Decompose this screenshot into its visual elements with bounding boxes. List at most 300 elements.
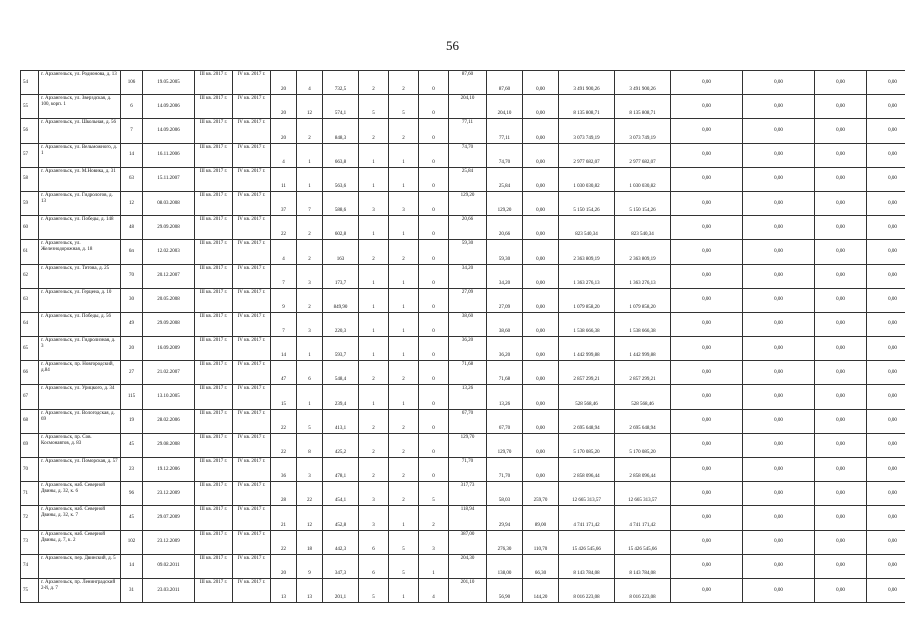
residents-cell: 22 <box>271 433 297 457</box>
rooms-private-cell: 2 <box>389 119 419 143</box>
area-private-cell: 58,03 <box>487 482 523 506</box>
address-cell: г. Архангельск, ул. Зверздская, д. 100, корп. 1 <box>39 95 121 119</box>
cost-extra-cell: 0,00 <box>867 337 905 361</box>
cost-other-cell: 0,00 <box>815 433 867 457</box>
owners-cell: 5 <box>297 409 323 433</box>
cost-fund-cell: 12 665 313,57 <box>615 482 671 506</box>
cost-extra-cell: 0,00 <box>867 409 905 433</box>
area-total-cell: 27,09 <box>449 288 487 312</box>
doc-date-cell: 08.03.2008 <box>143 191 195 215</box>
table-row <box>21 191 905 215</box>
cost-total-cell: 15 426 545,66 <box>559 530 615 554</box>
residents-cell: 37 <box>271 191 297 215</box>
end-quarter-cell: IV кв. 2017 г. <box>233 143 271 167</box>
cost-local-cell: 0,00 <box>743 191 815 215</box>
rooms-private-cell: 1 <box>389 385 419 409</box>
cost-fund-cell: 2 977 682,07 <box>615 143 671 167</box>
table-row <box>21 530 905 554</box>
cost-extra-cell: 0,00 <box>867 482 905 506</box>
rooms-municipal-cell: 0 <box>419 240 449 264</box>
address-cell: г. Архангельск, ул. Школьная, д. 56 <box>39 119 121 143</box>
rooms-total-cell: 1 <box>359 312 389 336</box>
cost-fund-cell: 3 073 749,19 <box>615 119 671 143</box>
rooms-municipal-cell: 0 <box>419 71 449 95</box>
cost-region-cell: 0,00 <box>671 385 743 409</box>
row-number: 75 <box>21 578 39 602</box>
cost-other-cell: 0,00 <box>815 482 867 506</box>
cost-extra-cell: 0,00 <box>867 264 905 288</box>
doc-date-cell: 29.09.2008 <box>143 216 195 240</box>
area-total-cell: 13,26 <box>449 385 487 409</box>
house-area-cell: 425,2 <box>323 433 359 457</box>
doc-date-cell: 20.05.2008 <box>143 288 195 312</box>
cost-total-cell: 2 857 299,21 <box>559 361 615 385</box>
end-quarter-cell: IV кв. 2017 г. <box>233 191 271 215</box>
cost-local-cell: 0,00 <box>743 240 815 264</box>
cost-region-cell: 0,00 <box>671 482 743 506</box>
area-total-cell: 129,20 <box>449 191 487 215</box>
end-quarter-cell: IV кв. 2017 г. <box>233 361 271 385</box>
table-row <box>21 361 905 385</box>
house-area-cell: 239,4 <box>323 385 359 409</box>
cost-region-cell: 0,00 <box>671 506 743 530</box>
cost-other-cell: 0,00 <box>815 530 867 554</box>
area-municipal-cell: 144,20 <box>523 578 559 602</box>
end-quarter-cell: IV кв. 2017 г. <box>233 385 271 409</box>
area-municipal-cell: 66,30 <box>523 554 559 578</box>
cost-local-cell: 0,00 <box>743 264 815 288</box>
area-municipal-cell: 0,00 <box>523 216 559 240</box>
table-row <box>21 385 905 409</box>
address-cell: г. Архангельск, ул. Железнодорожная, д. 18 <box>39 240 121 264</box>
cost-local-cell: 0,00 <box>743 458 815 482</box>
cost-total-cell: 2 363 809,19 <box>559 240 615 264</box>
rooms-municipal-cell: 0 <box>419 385 449 409</box>
cost-region-cell: 0,00 <box>671 337 743 361</box>
area-municipal-cell: 0,00 <box>523 312 559 336</box>
cost-extra-cell: 0,00 <box>867 385 905 409</box>
rooms-municipal-cell: 0 <box>419 312 449 336</box>
rooms-private-cell: 1 <box>389 216 419 240</box>
table-row <box>21 288 905 312</box>
area-private-cell: 77,11 <box>487 119 523 143</box>
cost-region-cell: 0,00 <box>671 433 743 457</box>
rooms-municipal-cell: 0 <box>419 433 449 457</box>
cost-total-cell: 1 442 999,88 <box>559 337 615 361</box>
rooms-total-cell: 6 <box>359 530 389 554</box>
area-municipal-cell: 0,00 <box>523 143 559 167</box>
address-cell: г. Архангельск, наб. Северной Двины, д. 32, к. 7 <box>39 506 121 530</box>
doc-date-cell: 14.09.2006 <box>143 95 195 119</box>
cost-fund-cell: 2 857 299,21 <box>615 361 671 385</box>
table-row <box>21 578 905 602</box>
table-row <box>21 337 905 361</box>
area-private-cell: 71,68 <box>487 361 523 385</box>
doc-date-cell: 23.12.2009 <box>143 482 195 506</box>
area-private-cell: 36,20 <box>487 337 523 361</box>
house-area-cell: 849,90 <box>323 288 359 312</box>
row-number: 58 <box>21 167 39 191</box>
cost-extra-cell: 0,00 <box>867 240 905 264</box>
area-private-cell: 87,60 <box>487 71 523 95</box>
row-number: 55 <box>21 95 39 119</box>
address-cell: г. Архангельск, пр. Новгородский, д.84 <box>39 361 121 385</box>
address-cell: г. Архангельск, ул. Урицкого, д. 34 <box>39 385 121 409</box>
rooms-private-cell: 2 <box>389 361 419 385</box>
rooms-total-cell: 3 <box>359 482 389 506</box>
area-municipal-cell: 0,00 <box>523 409 559 433</box>
plan-quarter-cell: III кв. 2017 г. <box>195 264 233 288</box>
cost-fund-cell: 2 858 096,44 <box>615 458 671 482</box>
owners-cell: 2 <box>297 288 323 312</box>
house-area-cell: 347,3 <box>323 554 359 578</box>
cost-fund-cell: 1 442 999,88 <box>615 337 671 361</box>
house-area-cell: 413,1 <box>323 409 359 433</box>
residents-cell: 14 <box>271 337 297 361</box>
area-private-cell: 71,70 <box>487 458 523 482</box>
rooms-municipal-cell: 0 <box>419 216 449 240</box>
cost-total-cell: 8 016 223,08 <box>559 578 615 602</box>
table-row <box>21 216 905 240</box>
cost-local-cell: 0,00 <box>743 506 815 530</box>
residents-cell: 7 <box>271 264 297 288</box>
rooms-municipal-cell: 4 <box>419 578 449 602</box>
cost-extra-cell: 0,00 <box>867 167 905 191</box>
residents-cell: 20 <box>271 119 297 143</box>
rooms-total-cell: 2 <box>359 240 389 264</box>
house-area-cell: 848,3 <box>323 119 359 143</box>
plan-quarter-cell: III кв. 2017 г. <box>195 167 233 191</box>
house-area-cell: 220,3 <box>323 312 359 336</box>
cost-region-cell: 0,00 <box>671 71 743 95</box>
area-private-cell: 129,20 <box>487 191 523 215</box>
area-total-cell: 77,11 <box>449 119 487 143</box>
area-total-cell: 71,70 <box>449 458 487 482</box>
area-total-cell: 20,66 <box>449 216 487 240</box>
owners-cell: 7 <box>297 191 323 215</box>
doc-number-cell: 19 <box>121 409 143 433</box>
table-row <box>21 71 905 95</box>
rooms-total-cell: 5 <box>359 95 389 119</box>
cost-extra-cell: 0,00 <box>867 506 905 530</box>
rooms-private-cell: 1 <box>389 506 419 530</box>
rooms-total-cell: 1 <box>359 216 389 240</box>
rooms-municipal-cell: 0 <box>419 409 449 433</box>
cost-region-cell: 0,00 <box>671 530 743 554</box>
table-row <box>21 167 905 191</box>
table-row <box>21 554 905 578</box>
doc-date-cell: 14.09.2006 <box>143 119 195 143</box>
doc-number-cell: 106 <box>121 71 143 95</box>
rooms-municipal-cell: 0 <box>419 119 449 143</box>
house-area-cell: 602,8 <box>323 216 359 240</box>
area-municipal-cell: 0,00 <box>523 385 559 409</box>
rooms-private-cell: 1 <box>389 264 419 288</box>
area-total-cell: 387,00 <box>449 530 487 554</box>
rooms-total-cell: 1 <box>359 385 389 409</box>
doc-date-cell: 16.11.2006 <box>143 143 195 167</box>
cost-local-cell: 0,00 <box>743 530 815 554</box>
area-total-cell: 87,60 <box>449 71 487 95</box>
rooms-private-cell: 2 <box>389 240 419 264</box>
cost-fund-cell: 8 016 223,08 <box>615 578 671 602</box>
address-cell: г. Архангельск, ул. Победы, д. 148 <box>39 216 121 240</box>
address-cell: г. Архангельск, ул. Гидрологов, д. 13 <box>39 191 121 215</box>
rooms-municipal-cell: 0 <box>419 191 449 215</box>
cost-total-cell: 1 030 030,82 <box>559 167 615 191</box>
resettlement-table <box>20 70 905 603</box>
area-private-cell: 38,60 <box>487 312 523 336</box>
doc-date-cell: 28.02.2006 <box>143 409 195 433</box>
doc-date-cell: 19.05.2005 <box>143 71 195 95</box>
rooms-private-cell: 5 <box>389 530 419 554</box>
cost-extra-cell: 0,00 <box>867 143 905 167</box>
doc-date-cell: 19.12.2006 <box>143 458 195 482</box>
doc-number-cell: 23 <box>121 458 143 482</box>
cost-other-cell: 0,00 <box>815 578 867 602</box>
area-total-cell: 74,70 <box>449 143 487 167</box>
area-private-cell: 13,26 <box>487 385 523 409</box>
cost-region-cell: 0,00 <box>671 191 743 215</box>
owners-cell: 9 <box>297 554 323 578</box>
doc-number-cell: 12 <box>121 191 143 215</box>
doc-number-cell: 45 <box>121 433 143 457</box>
cost-fund-cell: 3 491 900,26 <box>615 71 671 95</box>
area-municipal-cell: 89,00 <box>523 506 559 530</box>
doc-number-cell: 14 <box>121 143 143 167</box>
cost-total-cell: 5 150 154,26 <box>559 191 615 215</box>
rooms-total-cell: 1 <box>359 288 389 312</box>
address-cell: г. Архангельск, пр. Ленинградский 2-й, д. 7 <box>39 578 121 602</box>
table-row <box>21 95 905 119</box>
area-private-cell: 25,84 <box>487 167 523 191</box>
cost-extra-cell: 0,00 <box>867 361 905 385</box>
cost-fund-cell: 528 568,46 <box>615 385 671 409</box>
cost-region-cell: 0,00 <box>671 458 743 482</box>
owners-cell: 12 <box>297 506 323 530</box>
area-municipal-cell: 259,70 <box>523 482 559 506</box>
rooms-municipal-cell: 1 <box>419 554 449 578</box>
cost-fund-cell: 4 741 171,42 <box>615 506 671 530</box>
row-number: 61 <box>21 240 39 264</box>
rooms-municipal-cell: 0 <box>419 361 449 385</box>
area-municipal-cell: 0,00 <box>523 240 559 264</box>
cost-region-cell: 0,00 <box>671 216 743 240</box>
cost-total-cell: 2 695 648,94 <box>559 409 615 433</box>
area-municipal-cell: 0,00 <box>523 191 559 215</box>
address-cell: г. Архангельск, ул. Поморская, д. 57 <box>39 458 121 482</box>
address-cell: г. Архангельск, ул. Гидролизная, д. 3 <box>39 337 121 361</box>
table-row <box>21 240 905 264</box>
plan-quarter-cell: III кв. 2017 г. <box>195 458 233 482</box>
cost-extra-cell: 0,00 <box>867 288 905 312</box>
area-municipal-cell: 0,00 <box>523 288 559 312</box>
address-cell: г. Архангельск, ул. М.Новика, д. 31 <box>39 167 121 191</box>
rooms-total-cell: 2 <box>359 458 389 482</box>
cost-fund-cell: 8 135 808,71 <box>615 95 671 119</box>
cost-region-cell: 0,00 <box>671 264 743 288</box>
doc-date-cell: 09.02.2011 <box>143 554 195 578</box>
plan-quarter-cell: III кв. 2017 г. <box>195 71 233 95</box>
owners-cell: 4 <box>297 71 323 95</box>
house-area-cell: 454,1 <box>323 482 359 506</box>
address-cell: г. Архангельск, ул. Победы, д. 56 <box>39 312 121 336</box>
row-number: 64 <box>21 312 39 336</box>
cost-extra-cell: 0,00 <box>867 71 905 95</box>
owners-cell: 8 <box>297 433 323 457</box>
area-private-cell: 204,10 <box>487 95 523 119</box>
cost-other-cell: 0,00 <box>815 191 867 215</box>
end-quarter-cell: IV кв. 2017 г. <box>233 578 271 602</box>
plan-quarter-cell: III кв. 2017 г. <box>195 385 233 409</box>
area-private-cell: 56,90 <box>487 578 523 602</box>
doc-number-cell: 63 <box>121 167 143 191</box>
rooms-total-cell: 3 <box>359 191 389 215</box>
owners-cell: 6 <box>297 361 323 385</box>
doc-number-cell: 30 <box>121 288 143 312</box>
rooms-private-cell: 5 <box>389 554 419 578</box>
residents-cell: 20 <box>271 554 297 578</box>
plan-quarter-cell: III кв. 2017 г. <box>195 288 233 312</box>
cost-local-cell: 0,00 <box>743 288 815 312</box>
cost-local-cell: 0,00 <box>743 119 815 143</box>
cost-fund-cell: 1 030 030,82 <box>615 167 671 191</box>
rooms-private-cell: 3 <box>389 191 419 215</box>
rooms-private-cell: 1 <box>389 312 419 336</box>
cost-fund-cell: 1 538 666,38 <box>615 312 671 336</box>
area-private-cell: 276,30 <box>487 530 523 554</box>
cost-extra-cell: 0,00 <box>867 191 905 215</box>
cost-local-cell: 0,00 <box>743 554 815 578</box>
house-area-cell: 593,7 <box>323 337 359 361</box>
owners-cell: 18 <box>297 530 323 554</box>
rooms-private-cell: 1 <box>389 167 419 191</box>
end-quarter-cell: IV кв. 2017 г. <box>233 216 271 240</box>
residents-cell: 4 <box>271 240 297 264</box>
area-total-cell: 71,68 <box>449 361 487 385</box>
address-cell: г. Архангельск, ул. Титова, д. 25 <box>39 264 121 288</box>
residents-cell: 15 <box>271 385 297 409</box>
address-cell: г. Архангельск, пр. Сов. Космонавтов, д. 83 <box>39 433 121 457</box>
plan-quarter-cell: III кв. 2017 г. <box>195 554 233 578</box>
cost-region-cell: 0,00 <box>671 312 743 336</box>
end-quarter-cell: IV кв. 2017 г. <box>233 167 271 191</box>
row-number: 65 <box>21 337 39 361</box>
cost-extra-cell: 0,00 <box>867 433 905 457</box>
end-quarter-cell: IV кв. 2017 г. <box>233 119 271 143</box>
owners-cell: 1 <box>297 385 323 409</box>
area-total-cell: 67,70 <box>449 409 487 433</box>
rooms-total-cell: 1 <box>359 167 389 191</box>
rooms-total-cell: 1 <box>359 264 389 288</box>
cost-fund-cell: 2 695 648,94 <box>615 409 671 433</box>
doc-date-cell: 16.09.2009 <box>143 337 195 361</box>
cost-extra-cell: 0,00 <box>867 312 905 336</box>
cost-fund-cell: 5 150 154,26 <box>615 191 671 215</box>
residents-cell: 47 <box>271 361 297 385</box>
end-quarter-cell: IV кв. 2017 г. <box>233 530 271 554</box>
row-number: 74 <box>21 554 39 578</box>
cost-local-cell: 0,00 <box>743 361 815 385</box>
rooms-private-cell: 1 <box>389 288 419 312</box>
area-private-cell: 34,20 <box>487 264 523 288</box>
doc-number-cell: 27 <box>121 361 143 385</box>
plan-quarter-cell: III кв. 2017 г. <box>195 312 233 336</box>
residents-cell: 28 <box>271 482 297 506</box>
cost-local-cell: 0,00 <box>743 578 815 602</box>
row-number: 67 <box>21 385 39 409</box>
doc-date-cell: 13.10.2005 <box>143 385 195 409</box>
cost-fund-cell: 15 426 545,66 <box>615 530 671 554</box>
doc-date-cell: 23.03.2011 <box>143 578 195 602</box>
cost-total-cell: 2 858 096,44 <box>559 458 615 482</box>
doc-number-cell: 7 <box>121 119 143 143</box>
rooms-private-cell: 5 <box>389 95 419 119</box>
residents-cell: 21 <box>271 506 297 530</box>
cost-other-cell: 0,00 <box>815 312 867 336</box>
end-quarter-cell: IV кв. 2017 г. <box>233 554 271 578</box>
house-area-cell: 452,8 <box>323 506 359 530</box>
cost-local-cell: 0,00 <box>743 71 815 95</box>
doc-date-cell: 21.02.2007 <box>143 361 195 385</box>
rooms-municipal-cell: 0 <box>419 264 449 288</box>
area-private-cell: 59,30 <box>487 240 523 264</box>
residents-cell: 20 <box>271 71 297 95</box>
doc-number-cell: 48 <box>121 216 143 240</box>
cost-other-cell: 0,00 <box>815 119 867 143</box>
row-number: 59 <box>21 191 39 215</box>
house-area-cell: 548,4 <box>323 361 359 385</box>
address-cell: г. Архангельск, ул. Родионова, д. 13 <box>39 71 121 95</box>
table-row <box>21 264 905 288</box>
cost-region-cell: 0,00 <box>671 578 743 602</box>
row-number: 62 <box>21 264 39 288</box>
cost-other-cell: 0,00 <box>815 288 867 312</box>
area-municipal-cell: 0,00 <box>523 264 559 288</box>
rooms-total-cell: 1 <box>359 337 389 361</box>
cost-total-cell: 3 073 749,19 <box>559 119 615 143</box>
residents-cell: 4 <box>271 143 297 167</box>
plan-quarter-cell: III кв. 2017 г. <box>195 191 233 215</box>
doc-number-cell: 70 <box>121 264 143 288</box>
rooms-municipal-cell: 0 <box>419 143 449 167</box>
owners-cell: 3 <box>297 458 323 482</box>
row-number: 63 <box>21 288 39 312</box>
residents-cell: 13 <box>271 578 297 602</box>
end-quarter-cell: IV кв. 2017 г. <box>233 240 271 264</box>
area-municipal-cell: 0,00 <box>523 167 559 191</box>
table-row <box>21 119 905 143</box>
cost-extra-cell: 0,00 <box>867 95 905 119</box>
cost-other-cell: 0,00 <box>815 385 867 409</box>
table-row <box>21 312 905 336</box>
cost-total-cell: 8 143 784,08 <box>559 554 615 578</box>
cost-fund-cell: 1 363 276,13 <box>615 264 671 288</box>
cost-region-cell: 0,00 <box>671 409 743 433</box>
cost-total-cell: 5 170 085,20 <box>559 433 615 457</box>
plan-quarter-cell: III кв. 2017 г. <box>195 530 233 554</box>
house-area-cell: 732,5 <box>323 71 359 95</box>
area-municipal-cell: 0,00 <box>523 119 559 143</box>
doc-date-cell: 29.08.2008 <box>143 433 195 457</box>
cost-total-cell: 1 538 666,38 <box>559 312 615 336</box>
doc-date-cell: 29.09.2008 <box>143 312 195 336</box>
doc-number-cell: 102 <box>121 530 143 554</box>
area-total-cell: 34,20 <box>449 264 487 288</box>
cost-extra-cell: 0,00 <box>867 554 905 578</box>
cost-other-cell: 0,00 <box>815 240 867 264</box>
cost-extra-cell: 0,00 <box>867 458 905 482</box>
